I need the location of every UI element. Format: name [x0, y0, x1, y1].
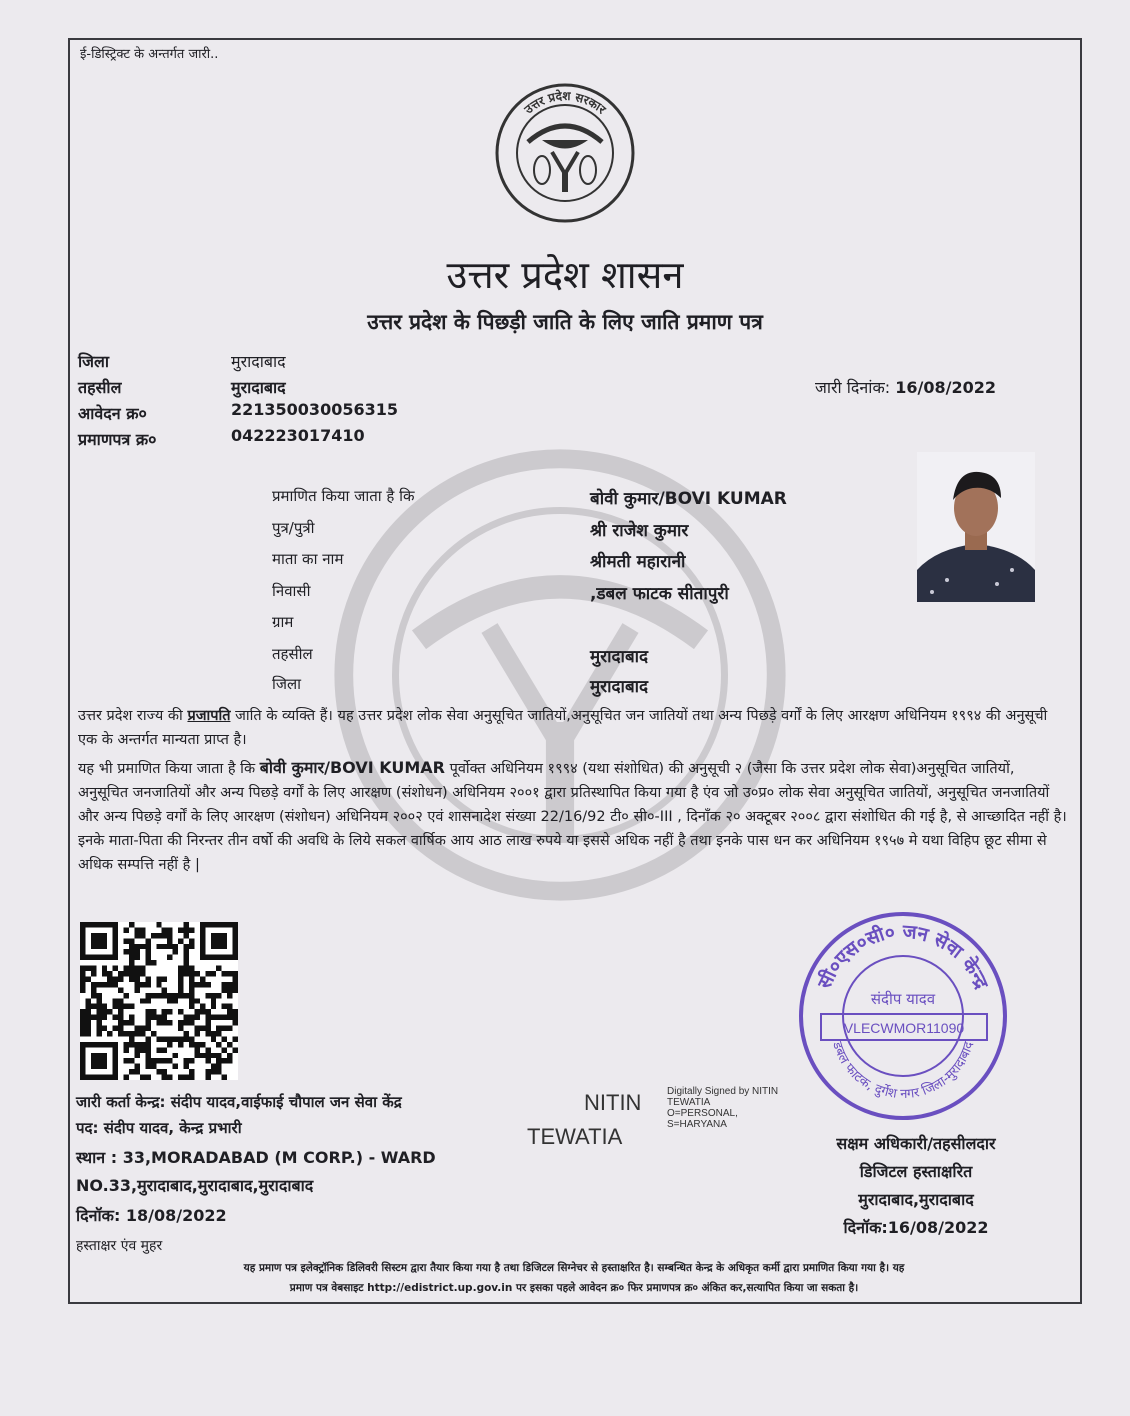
eligibility-person-name: बोवी कुमार/BOVI KUMAR — [259, 758, 445, 777]
footer-line-2: प्रमाण पत्र वेबसाइट http://edistrict.up.gov.in पर इसका पहले आवेदन क्र० फिर प्रमाणपत्र क्र० अंकित कर,सत्यापित किया जा सकता है। — [289, 1282, 859, 1294]
caste-paragraph — [78, 704, 1068, 752]
eligibility-rest: पूर्वोक्त अधिनियम १९९४ (यथा संशोधित) की अनुसूची २ (जैसा कि उत्तर प्रदेश लोक सेवा)अनुसूचित जातियों, अनुसूचित जनजातियों और अन्य पिछड़े वर्गों के लिए आरक्षण (संशोधन) अधिनियम २००१ द्वारा प्रतिस्थापित किया गया है एंव जो उ०प्र० लोक सेवा अनुसूचित जातियों, अनुसूचित जनजातियों और अन्य पिछड़े वर्गों के लिए आरक्षण (संशोधन) अधिनियम २००२ एवं शासनादेश संख्या 22/16/92 टी० सी०-III , दिनाँक २० अक्टूबर २००८ द्वारा संशोधित की गई है, से आच्छादित नहीं है।इनके माता-पिता की निरन्तर तीन वर्षो की अवधि के लिये सकल वार्षिक आय आठ लाख रुपये या इससे अधिक नहीं है तथा इनके पास धन कर अधिनियम १९५७ मे यथा विहिप छूट सीमा से अधिक सम्पत्ति नहीं है | — [78, 761, 1067, 873]
detail-label-mother: माता का नाम — [272, 550, 344, 568]
detail-value-resident: ,डबल फाटक सीतापुरी — [590, 584, 729, 604]
issuer-place-line-1: स्थान : 33,MORADABAD (M CORP.) - WARD — [76, 1148, 436, 1167]
authority-digital-signed: डिजिटल हस्ताक्षरित — [859, 1162, 973, 1181]
applicant-photo — [917, 452, 1035, 602]
caste-paragraph-intro: उत्तर प्रदेश राज्य की — [78, 708, 188, 724]
svg-text:डबल फाटक, दुर्गेश नगर जिला-मुर: डबल फाटक, दुर्गेश नगर जिला-मुरादाबाद — [829, 1039, 977, 1103]
detail-label-district: जिला — [272, 675, 302, 693]
tehsil-value: मुरादाबाद — [231, 378, 286, 397]
authority-date: दिनॉक:16/08/2022 — [843, 1218, 989, 1237]
detail-value-tehsil: मुरादाबाद — [590, 647, 649, 667]
certificate-number-label: प्रमाणपत्र क्र० — [78, 430, 157, 449]
application-label: आवेदन क्र० — [78, 404, 147, 423]
svg-text:उत्तर प्रदेश सरकार: उत्तर प्रदेश सरकार — [521, 88, 609, 117]
svg-text:VLECWMOR11090: VLECWMOR11090 — [843, 1020, 965, 1036]
government-title: उत्तर प्रदेश शासन — [446, 253, 684, 297]
authority-block — [800, 1130, 1032, 1242]
digital-signature-detail-4: S=HARYANA — [667, 1119, 727, 1130]
issuer-center: जारी कर्ता केन्द्र: संदीप यादव,वाईफाई चौपाल जन सेवा केंद्र — [76, 1093, 402, 1111]
svg-text:संदीप यादव: संदीप यादव — [870, 990, 936, 1008]
detail-label-tehsil: तहसील — [272, 645, 313, 663]
district-label: जिला — [78, 352, 110, 371]
certificate-number: 042223017410 — [231, 426, 365, 445]
detail-value-father: श्री राजेश कुमार — [590, 521, 689, 541]
svg-text:सी०एस०सी० जन सेवा केन्द्र: सी०एस०सी० जन सेवा केन्द्र — [813, 920, 993, 993]
detail-value-name: बोवी कुमार/BOVI KUMAR — [590, 489, 787, 509]
detail-label-resident: निवासी — [272, 582, 311, 600]
authority-place: मुरादाबाद,मुरादाबाद — [858, 1190, 974, 1209]
digital-signature-detail-2: TEWATIA — [667, 1097, 711, 1108]
digital-signer-first-name: NITIN — [584, 1090, 642, 1115]
caste-name: प्रजापति — [187, 708, 231, 724]
issue-date — [815, 376, 996, 398]
detail-label-certified: प्रमाणित किया जाता है कि — [272, 487, 415, 505]
application-number: 221350030056315 — [231, 400, 398, 419]
authority-designation: सक्षम अधिकारी/तहसीलदार — [836, 1134, 996, 1153]
digital-signature-detail-1: Digitally Signed by NITIN — [667, 1086, 779, 1097]
detail-label-village: ग्राम — [272, 613, 294, 631]
digital-signature-detail-3: O=PERSONAL, — [667, 1108, 738, 1119]
signature-seal-note: हस्ताक्षर एंव मुहर — [76, 1238, 163, 1254]
up-government-emblem-icon — [494, 82, 636, 224]
detail-value-district: मुरादाबाद — [590, 677, 649, 697]
certificate-title: उत्तर प्रदेश के पिछड़ी जाति के लिए जाति प्रमाण पत्र — [367, 310, 763, 334]
digital-signature-details — [667, 1086, 778, 1130]
footer-line-1: यह प्रमाण पत्र इलेक्ट्रॉनिक डिलिवरी सिस्टम द्वारा तैयार किया गया है तथा डिजिटल सिग्नेचर से हस्ताक्षरित है। सम्बन्धित केन्द्र के अधिकृत कर्मी द्वारा प्रमाणित किया गया है। यह — [243, 1262, 905, 1274]
csc-seal-stamp — [795, 908, 1011, 1124]
qr-code — [80, 922, 238, 1080]
issue-date-label: जारी दिनांक: — [815, 378, 891, 397]
detail-value-mother: श्रीमती महारानी — [590, 552, 686, 572]
issuer-date: दिनॉक: 18/08/2022 — [76, 1206, 227, 1225]
tehsil-label: तहसील — [78, 378, 122, 397]
issuer-place-line-2: NO.33,मुरादाबाद,मुरादाबाद,मुरादाबाद — [76, 1176, 314, 1195]
digital-signer-last-name: TEWATIA — [527, 1124, 623, 1149]
header-note: ई-डिस्ट्रिक्ट के अन्तर्गत जारी.. — [80, 47, 219, 62]
issuer-post: पद: संदीप यादव, केन्द्र प्रभारी — [76, 1119, 242, 1137]
district-value: मुरादाबाद — [231, 352, 286, 371]
issue-date-value: 16/08/2022 — [895, 378, 996, 397]
caste-paragraph-rest: जाति के व्यक्ति हैं। यह उत्तर प्रदेश लोक सेवा अनुसूचित जातियों,अनुसूचित जन जातियों तथा अन्य पिछड़े वर्गों के लिए आरक्षण अधिनियम १९९४ की अनुसूची एक के अन्तर्गत मान्यता प्राप्त है। — [78, 708, 1048, 748]
eligibility-intro: यह भी प्रमाणित किया जाता है कि — [78, 761, 260, 777]
eligibility-paragraph — [78, 756, 1068, 877]
detail-label-parent: पुत्र/पुत्री — [272, 519, 315, 537]
